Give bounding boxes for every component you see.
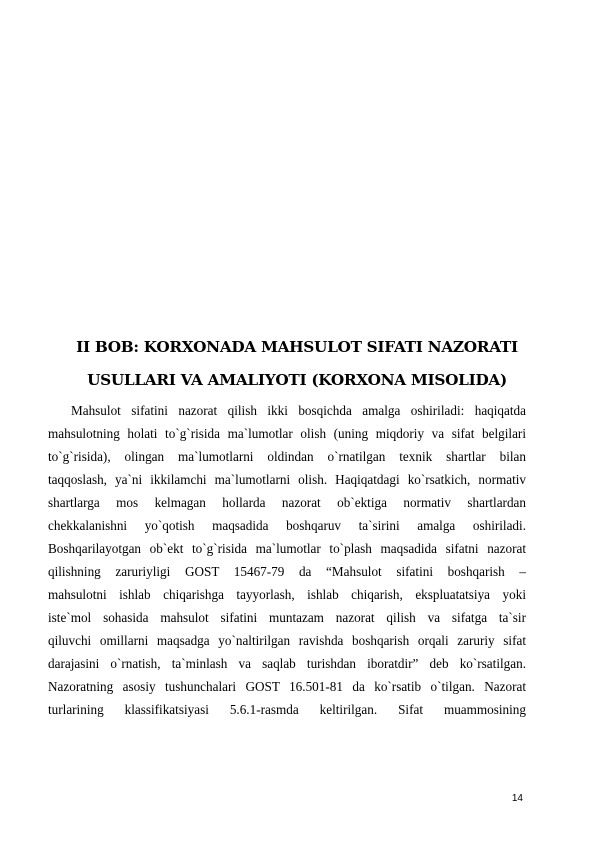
paragraph-line: mahsulotning holati to`g`risida ma`lumotlar olish (uning miqdoriy va sifat belgilari [48,426,526,441]
paragraph-line: qiluvchi omillarni maqsadga yo`naltirilgan ravishda boshqarish orqali zaruriy sifat [48,633,526,648]
paragraph-line: darajasini o`rnatish, ta`minlash va saqlab turishdan iboratdir” deb ko`rsatilgan. [48,656,526,671]
paragraph-line: shartlarga mos kelmagan hollarda nazorat ob`ektiga normativ shartlardan [48,495,526,510]
paragraph-line: mahsulotni ishlab chiqarishga tayyorlash, ishlab chiqarish, ekspluatatsiya yoki [48,587,526,602]
paragraph-line: qilishning zaruriyligi GOST 15467-79 da “Mahsulot sifatini boshqarish – [48,564,526,579]
body-paragraph [48,399,526,721]
paragraph-line: to`g`risida), olingan ma`lumotlarni oldindan o`rnatilgan texnik shartlar bilan [48,449,526,464]
chapter-heading-line-2: USULLARI VA AMALIYOTI (KORXONA MISOLIDA) [87,371,507,389]
chapter-heading [40,331,554,397]
paragraph-line: chekkalanishni yo`qotish maqsadida boshqaruv ta`sirini amalga oshiriladi. [48,518,526,533]
paragraph-line: Nazoratning asosiy tushunchalari GOST 16.501-81 da ko`rsatib o`tilgan. Nazorat [48,679,526,694]
paragraph-line: Boshqarilayotgan ob`ekt to`g`risida ma`lumotlar to`plash maqsadida sifatni nazorat [48,541,526,556]
paragraph-line: taqqoslash, ya`ni ikkilamchi ma`lumotlarni olish. Haqiqatdagi ko`rsatkich, normativ [48,472,526,487]
paragraph-line: turlarining klassifikatsiyasi 5.6.1-rasmda keltirilgan. Sifat muammosining [48,702,526,717]
page-number: 14 [511,793,523,804]
chapter-heading-line-1: II BOB: KORXONADA MAHSULOT SIFATI NAZORATI [76,338,518,356]
paragraph-line: iste`mol sohasida mahsulot sifatini muntazam nazorat qilish va sifatga ta`sir [48,610,526,625]
paragraph-line: Mahsulot sifatini nazorat qilish ikki bosqichda amalga oshiriladi: haqiqatda [71,403,526,418]
